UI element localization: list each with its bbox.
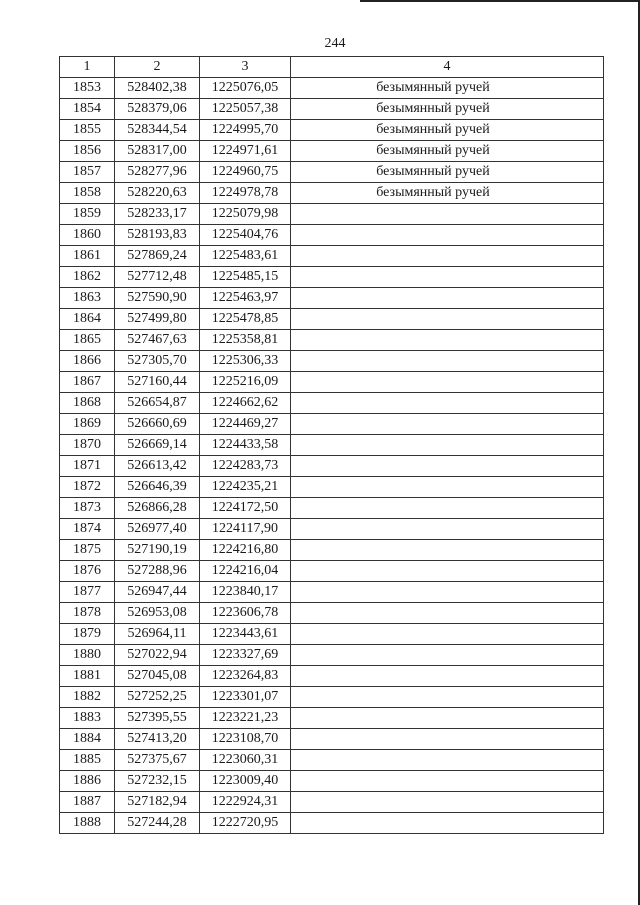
y-coordinate-cell: 1224433,58 <box>200 435 291 456</box>
y-coordinate-cell: 1223443,61 <box>200 624 291 645</box>
note-cell <box>291 414 604 435</box>
x-coordinate-cell: 527467,63 <box>115 330 200 351</box>
table-row <box>60 99 604 120</box>
table-row <box>60 477 604 498</box>
y-coordinate-cell: 1225057,38 <box>200 99 291 120</box>
point-number-cell: 1859 <box>60 204 115 225</box>
note-cell <box>291 582 604 603</box>
y-coordinate-cell: 1223840,17 <box>200 582 291 603</box>
note-cell <box>291 393 604 414</box>
y-coordinate-cell: 1223606,78 <box>200 603 291 624</box>
y-coordinate-cell: 1225306,33 <box>200 351 291 372</box>
note-cell <box>291 204 604 225</box>
table-row <box>60 183 604 204</box>
y-coordinate-cell: 1223264,83 <box>200 666 291 687</box>
y-coordinate-cell: 1224978,78 <box>200 183 291 204</box>
note-cell <box>291 225 604 246</box>
y-coordinate-cell: 1223221,23 <box>200 708 291 729</box>
table-row <box>60 519 604 540</box>
x-coordinate-cell: 526660,69 <box>115 414 200 435</box>
note-cell: безымянный ручей <box>291 120 604 141</box>
y-coordinate-cell: 1225483,61 <box>200 246 291 267</box>
y-coordinate-cell: 1224469,27 <box>200 414 291 435</box>
y-coordinate-cell: 1223060,31 <box>200 750 291 771</box>
table-row <box>60 78 604 99</box>
x-coordinate-cell: 526977,40 <box>115 519 200 540</box>
x-coordinate-cell: 526866,28 <box>115 498 200 519</box>
note-cell: безымянный ручей <box>291 78 604 99</box>
x-coordinate-cell: 528379,06 <box>115 99 200 120</box>
point-number-cell: 1885 <box>60 750 115 771</box>
note-cell <box>291 813 604 834</box>
point-number-cell: 1857 <box>60 162 115 183</box>
point-number-cell: 1881 <box>60 666 115 687</box>
table-header-row <box>60 57 604 78</box>
y-coordinate-cell: 1222924,31 <box>200 792 291 813</box>
x-coordinate-cell: 526613,42 <box>115 456 200 477</box>
point-number-cell: 1886 <box>60 771 115 792</box>
x-coordinate-cell: 526646,39 <box>115 477 200 498</box>
table-row <box>60 540 604 561</box>
y-coordinate-cell: 1225485,15 <box>200 267 291 288</box>
note-cell <box>291 477 604 498</box>
y-coordinate-cell: 1224971,61 <box>200 141 291 162</box>
point-number-cell: 1863 <box>60 288 115 309</box>
note-cell <box>291 246 604 267</box>
y-coordinate-cell: 1223108,70 <box>200 729 291 750</box>
note-cell <box>291 645 604 666</box>
x-coordinate-cell: 526669,14 <box>115 435 200 456</box>
table-row <box>60 561 604 582</box>
point-number-cell: 1853 <box>60 78 115 99</box>
x-coordinate-cell: 527182,94 <box>115 792 200 813</box>
point-number-cell: 1883 <box>60 708 115 729</box>
point-number-cell: 1861 <box>60 246 115 267</box>
table-row <box>60 225 604 246</box>
x-coordinate-cell: 527160,44 <box>115 372 200 393</box>
x-coordinate-cell: 527590,90 <box>115 288 200 309</box>
point-number-cell: 1870 <box>60 435 115 456</box>
page-number: 244 <box>324 36 346 51</box>
x-coordinate-cell: 528317,00 <box>115 141 200 162</box>
table-row <box>60 204 604 225</box>
note-cell <box>291 540 604 561</box>
y-coordinate-cell: 1222720,95 <box>200 813 291 834</box>
x-coordinate-cell: 527712,48 <box>115 267 200 288</box>
y-coordinate-cell: 1225079,98 <box>200 204 291 225</box>
note-cell <box>291 519 604 540</box>
point-number-cell: 1887 <box>60 792 115 813</box>
x-coordinate-cell: 527305,70 <box>115 351 200 372</box>
column-header-1: 1 <box>60 57 115 78</box>
x-coordinate-cell: 528193,83 <box>115 225 200 246</box>
table-row <box>60 729 604 750</box>
x-coordinate-cell: 528220,63 <box>115 183 200 204</box>
column-header-4: 4 <box>291 57 604 78</box>
x-coordinate-cell: 526964,11 <box>115 624 200 645</box>
note-cell <box>291 435 604 456</box>
note-cell <box>291 603 604 624</box>
x-coordinate-cell: 527252,25 <box>115 687 200 708</box>
point-number-cell: 1878 <box>60 603 115 624</box>
y-coordinate-cell: 1223327,69 <box>200 645 291 666</box>
y-coordinate-cell: 1225076,05 <box>200 78 291 99</box>
y-coordinate-cell: 1225404,76 <box>200 225 291 246</box>
note-cell: безымянный ручей <box>291 183 604 204</box>
x-coordinate-cell: 528402,38 <box>115 78 200 99</box>
note-cell <box>291 351 604 372</box>
x-coordinate-cell: 527190,19 <box>115 540 200 561</box>
note-cell <box>291 330 604 351</box>
x-coordinate-cell: 526953,08 <box>115 603 200 624</box>
note-cell <box>291 771 604 792</box>
x-coordinate-cell: 528233,17 <box>115 204 200 225</box>
table-row <box>60 141 604 162</box>
point-number-cell: 1866 <box>60 351 115 372</box>
note-cell <box>291 729 604 750</box>
point-number-cell: 1882 <box>60 687 115 708</box>
point-number-cell: 1862 <box>60 267 115 288</box>
table-row <box>60 393 604 414</box>
note-cell <box>291 687 604 708</box>
x-coordinate-cell: 528277,96 <box>115 162 200 183</box>
x-coordinate-cell: 527244,28 <box>115 813 200 834</box>
note-cell <box>291 288 604 309</box>
note-cell <box>291 666 604 687</box>
point-number-cell: 1854 <box>60 99 115 120</box>
y-coordinate-cell: 1225216,09 <box>200 372 291 393</box>
point-number-cell: 1888 <box>60 813 115 834</box>
point-number-cell: 1867 <box>60 372 115 393</box>
note-cell: безымянный ручей <box>291 162 604 183</box>
table-row <box>60 666 604 687</box>
table-row <box>60 456 604 477</box>
y-coordinate-cell: 1224283,73 <box>200 456 291 477</box>
point-number-cell: 1869 <box>60 414 115 435</box>
table-row <box>60 435 604 456</box>
note-cell <box>291 456 604 477</box>
table-row <box>60 372 604 393</box>
point-number-cell: 1864 <box>60 309 115 330</box>
y-coordinate-cell: 1224662,62 <box>200 393 291 414</box>
table-row <box>60 645 604 666</box>
point-number-cell: 1858 <box>60 183 115 204</box>
x-coordinate-cell: 527045,08 <box>115 666 200 687</box>
y-coordinate-cell: 1224117,90 <box>200 519 291 540</box>
y-coordinate-cell: 1225463,97 <box>200 288 291 309</box>
x-coordinate-cell: 527413,20 <box>115 729 200 750</box>
table-row <box>60 624 604 645</box>
x-coordinate-cell: 527499,80 <box>115 309 200 330</box>
point-number-cell: 1855 <box>60 120 115 141</box>
point-number-cell: 1868 <box>60 393 115 414</box>
y-coordinate-cell: 1225358,81 <box>200 330 291 351</box>
note-cell <box>291 750 604 771</box>
note-cell <box>291 792 604 813</box>
table-row <box>60 414 604 435</box>
y-coordinate-cell: 1224216,04 <box>200 561 291 582</box>
x-coordinate-cell: 527395,55 <box>115 708 200 729</box>
x-coordinate-cell: 528344,54 <box>115 120 200 141</box>
point-number-cell: 1879 <box>60 624 115 645</box>
scan-edge-top <box>360 0 640 2</box>
y-coordinate-cell: 1224216,80 <box>200 540 291 561</box>
table-row <box>60 330 604 351</box>
table-row <box>60 267 604 288</box>
x-coordinate-cell: 527288,96 <box>115 561 200 582</box>
x-coordinate-cell: 527869,24 <box>115 246 200 267</box>
point-number-cell: 1873 <box>60 498 115 519</box>
table-row <box>60 162 604 183</box>
y-coordinate-cell: 1224172,50 <box>200 498 291 519</box>
table-row <box>60 582 604 603</box>
coordinates-table <box>59 56 604 834</box>
coordinates-table-container <box>59 56 604 834</box>
note-cell <box>291 561 604 582</box>
point-number-cell: 1876 <box>60 561 115 582</box>
point-number-cell: 1865 <box>60 330 115 351</box>
note-cell <box>291 267 604 288</box>
table-row <box>60 351 604 372</box>
point-number-cell: 1874 <box>60 519 115 540</box>
table-row <box>60 288 604 309</box>
note-cell <box>291 309 604 330</box>
table-row <box>60 792 604 813</box>
x-coordinate-cell: 527022,94 <box>115 645 200 666</box>
x-coordinate-cell: 527375,67 <box>115 750 200 771</box>
point-number-cell: 1856 <box>60 141 115 162</box>
note-cell: безымянный ручей <box>291 141 604 162</box>
y-coordinate-cell: 1223009,40 <box>200 771 291 792</box>
note-cell: безымянный ручей <box>291 99 604 120</box>
table-row <box>60 771 604 792</box>
x-coordinate-cell: 526947,44 <box>115 582 200 603</box>
point-number-cell: 1872 <box>60 477 115 498</box>
table-row <box>60 603 604 624</box>
table-row <box>60 309 604 330</box>
point-number-cell: 1880 <box>60 645 115 666</box>
table-body <box>60 78 604 834</box>
note-cell <box>291 708 604 729</box>
note-cell <box>291 624 604 645</box>
note-cell <box>291 372 604 393</box>
table-row <box>60 246 604 267</box>
point-number-cell: 1875 <box>60 540 115 561</box>
table-row <box>60 708 604 729</box>
y-coordinate-cell: 1224995,70 <box>200 120 291 141</box>
table-row <box>60 813 604 834</box>
x-coordinate-cell: 526654,87 <box>115 393 200 414</box>
column-header-2: 2 <box>115 57 200 78</box>
table-row <box>60 120 604 141</box>
point-number-cell: 1871 <box>60 456 115 477</box>
table-row <box>60 750 604 771</box>
y-coordinate-cell: 1224960,75 <box>200 162 291 183</box>
point-number-cell: 1860 <box>60 225 115 246</box>
point-number-cell: 1877 <box>60 582 115 603</box>
x-coordinate-cell: 527232,15 <box>115 771 200 792</box>
column-header-3: 3 <box>200 57 291 78</box>
y-coordinate-cell: 1225478,85 <box>200 309 291 330</box>
y-coordinate-cell: 1223301,07 <box>200 687 291 708</box>
point-number-cell: 1884 <box>60 729 115 750</box>
note-cell <box>291 498 604 519</box>
table-row <box>60 498 604 519</box>
y-coordinate-cell: 1224235,21 <box>200 477 291 498</box>
table-row <box>60 687 604 708</box>
